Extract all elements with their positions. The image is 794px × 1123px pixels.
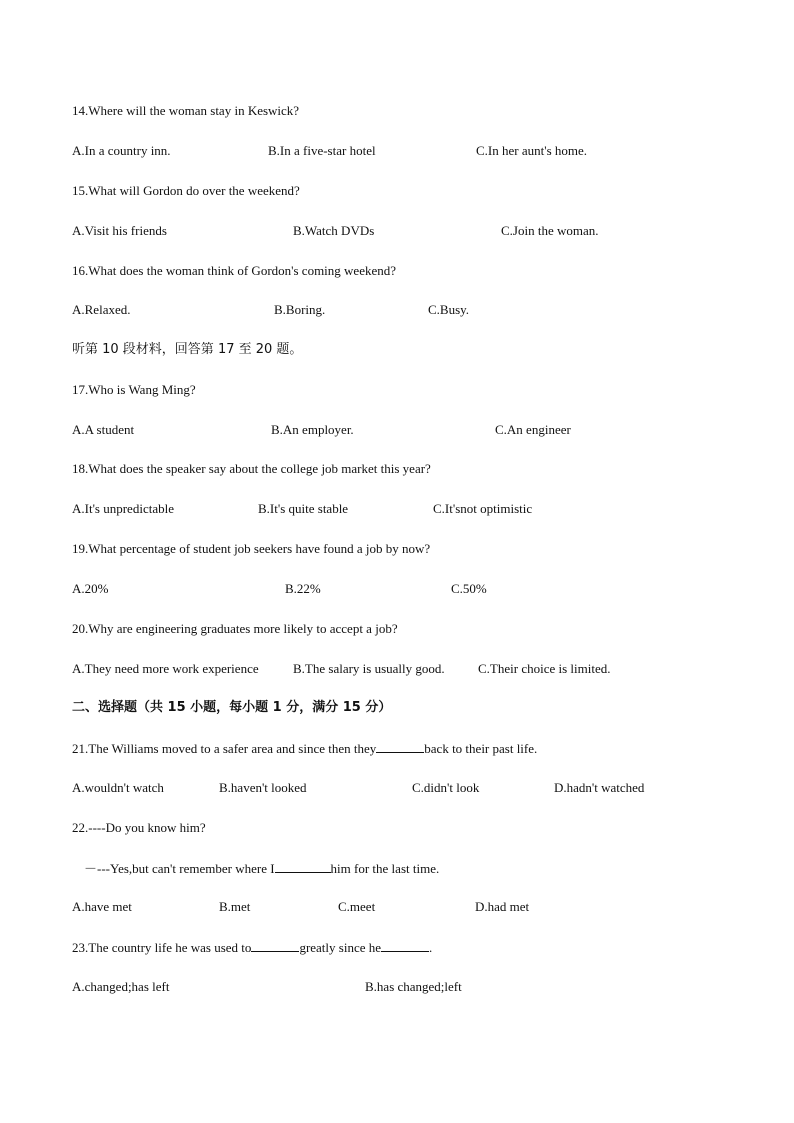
question-21-option-d: D.hadn't watched [554, 780, 645, 795]
question-22-reply-after: him for the last time. [330, 861, 440, 876]
question-19-option-c: C.50% [451, 581, 487, 596]
question-22-option-d: D.had met [475, 899, 530, 914]
question-18-stem: 18.What does the speaker say about the college job market this year? [72, 461, 431, 476]
question-20-stem: 20.Why are engineering graduates more likely to accept a job? [72, 621, 398, 636]
answer-blank [381, 939, 429, 952]
question-16-option-a: A.Relaxed. [72, 302, 131, 317]
question-20-option-a: A.They need more work experience [72, 661, 259, 676]
question-23-stem-before: 23.The country life he was used to [72, 940, 252, 955]
question-16-option-b: B.Boring. [274, 302, 326, 317]
question-18-option-c: C.It'snot optimistic [433, 501, 533, 516]
listening-instruction: 听第 10 段材料，回答第 17 至 20 题。 [72, 342, 303, 357]
question-18-option-b: B.It's quite stable [258, 501, 349, 516]
question-23-stem [72, 939, 432, 956]
question-19-option-b: B.22% [285, 581, 321, 596]
question-22-option-c: C.meet [338, 899, 376, 914]
question-20-option-c: C.Their choice is limited. [478, 661, 611, 676]
question-19-option-a: A.20% [72, 581, 109, 596]
question-15-option-c: C.Join the woman. [501, 223, 599, 238]
question-17-stem: 17.Who is Wang Ming? [72, 382, 196, 397]
question-21-option-a: A.wouldn't watch [72, 780, 164, 795]
question-21-stem-before: 21.The Williams moved to a safer area and since then they [72, 741, 377, 756]
question-18-option-a: A.It's unpredictable [72, 501, 174, 516]
question-21-option-c: C.didn't look [412, 780, 480, 795]
question-15-stem: 15.What will Gordon do over the weekend? [72, 183, 300, 198]
question-21-stem [72, 740, 537, 757]
question-17-option-c: C.An engineer [495, 422, 571, 437]
answer-blank [275, 860, 331, 873]
question-23-stem-end: . [429, 940, 433, 955]
question-22-option-b: B.met [219, 899, 251, 914]
question-17-option-a: A.A student [72, 422, 135, 437]
question-14-stem: 14.Where will the woman stay in Keswick? [72, 103, 300, 118]
question-19-stem: 19.What percentage of student job seekers have found a job by now? [72, 541, 431, 556]
question-15-option-b: B.Watch DVDs [293, 223, 375, 238]
question-22-reply-before: －---Yes,but can't remember where I [84, 861, 275, 876]
section-2-heading: 二、选择题（共 15 小题，每小题 1 分，满分 15 分） [72, 700, 392, 715]
question-14-option-a: A.In a country inn. [72, 143, 171, 158]
question-17-option-b: B.An employer. [271, 422, 354, 437]
question-20-option-b: B.The salary is usually good. [293, 661, 445, 676]
answer-blank [251, 939, 299, 952]
question-21-stem-after: back to their past life. [424, 741, 538, 756]
question-14-option-c: C.In her aunt's home. [476, 143, 588, 158]
question-22-reply [84, 860, 439, 877]
question-23-stem-mid: greatly since he [299, 940, 382, 955]
question-23-option-a: A.changed;has left [72, 979, 170, 994]
question-14-option-b: B.In a five-star hotel [268, 143, 376, 158]
question-21-option-b: B.haven't looked [219, 780, 307, 795]
question-23-option-b: B.has changed;left [365, 979, 462, 994]
question-22-stem: 22.----Do you know him? [72, 820, 206, 835]
question-15-option-a: A.Visit his friends [72, 223, 167, 238]
question-22-option-a: A.have met [72, 899, 132, 914]
question-16-option-c: C.Busy. [428, 302, 470, 317]
answer-blank [376, 740, 424, 753]
question-16-stem: 16.What does the woman think of Gordon's coming weekend? [72, 263, 397, 278]
